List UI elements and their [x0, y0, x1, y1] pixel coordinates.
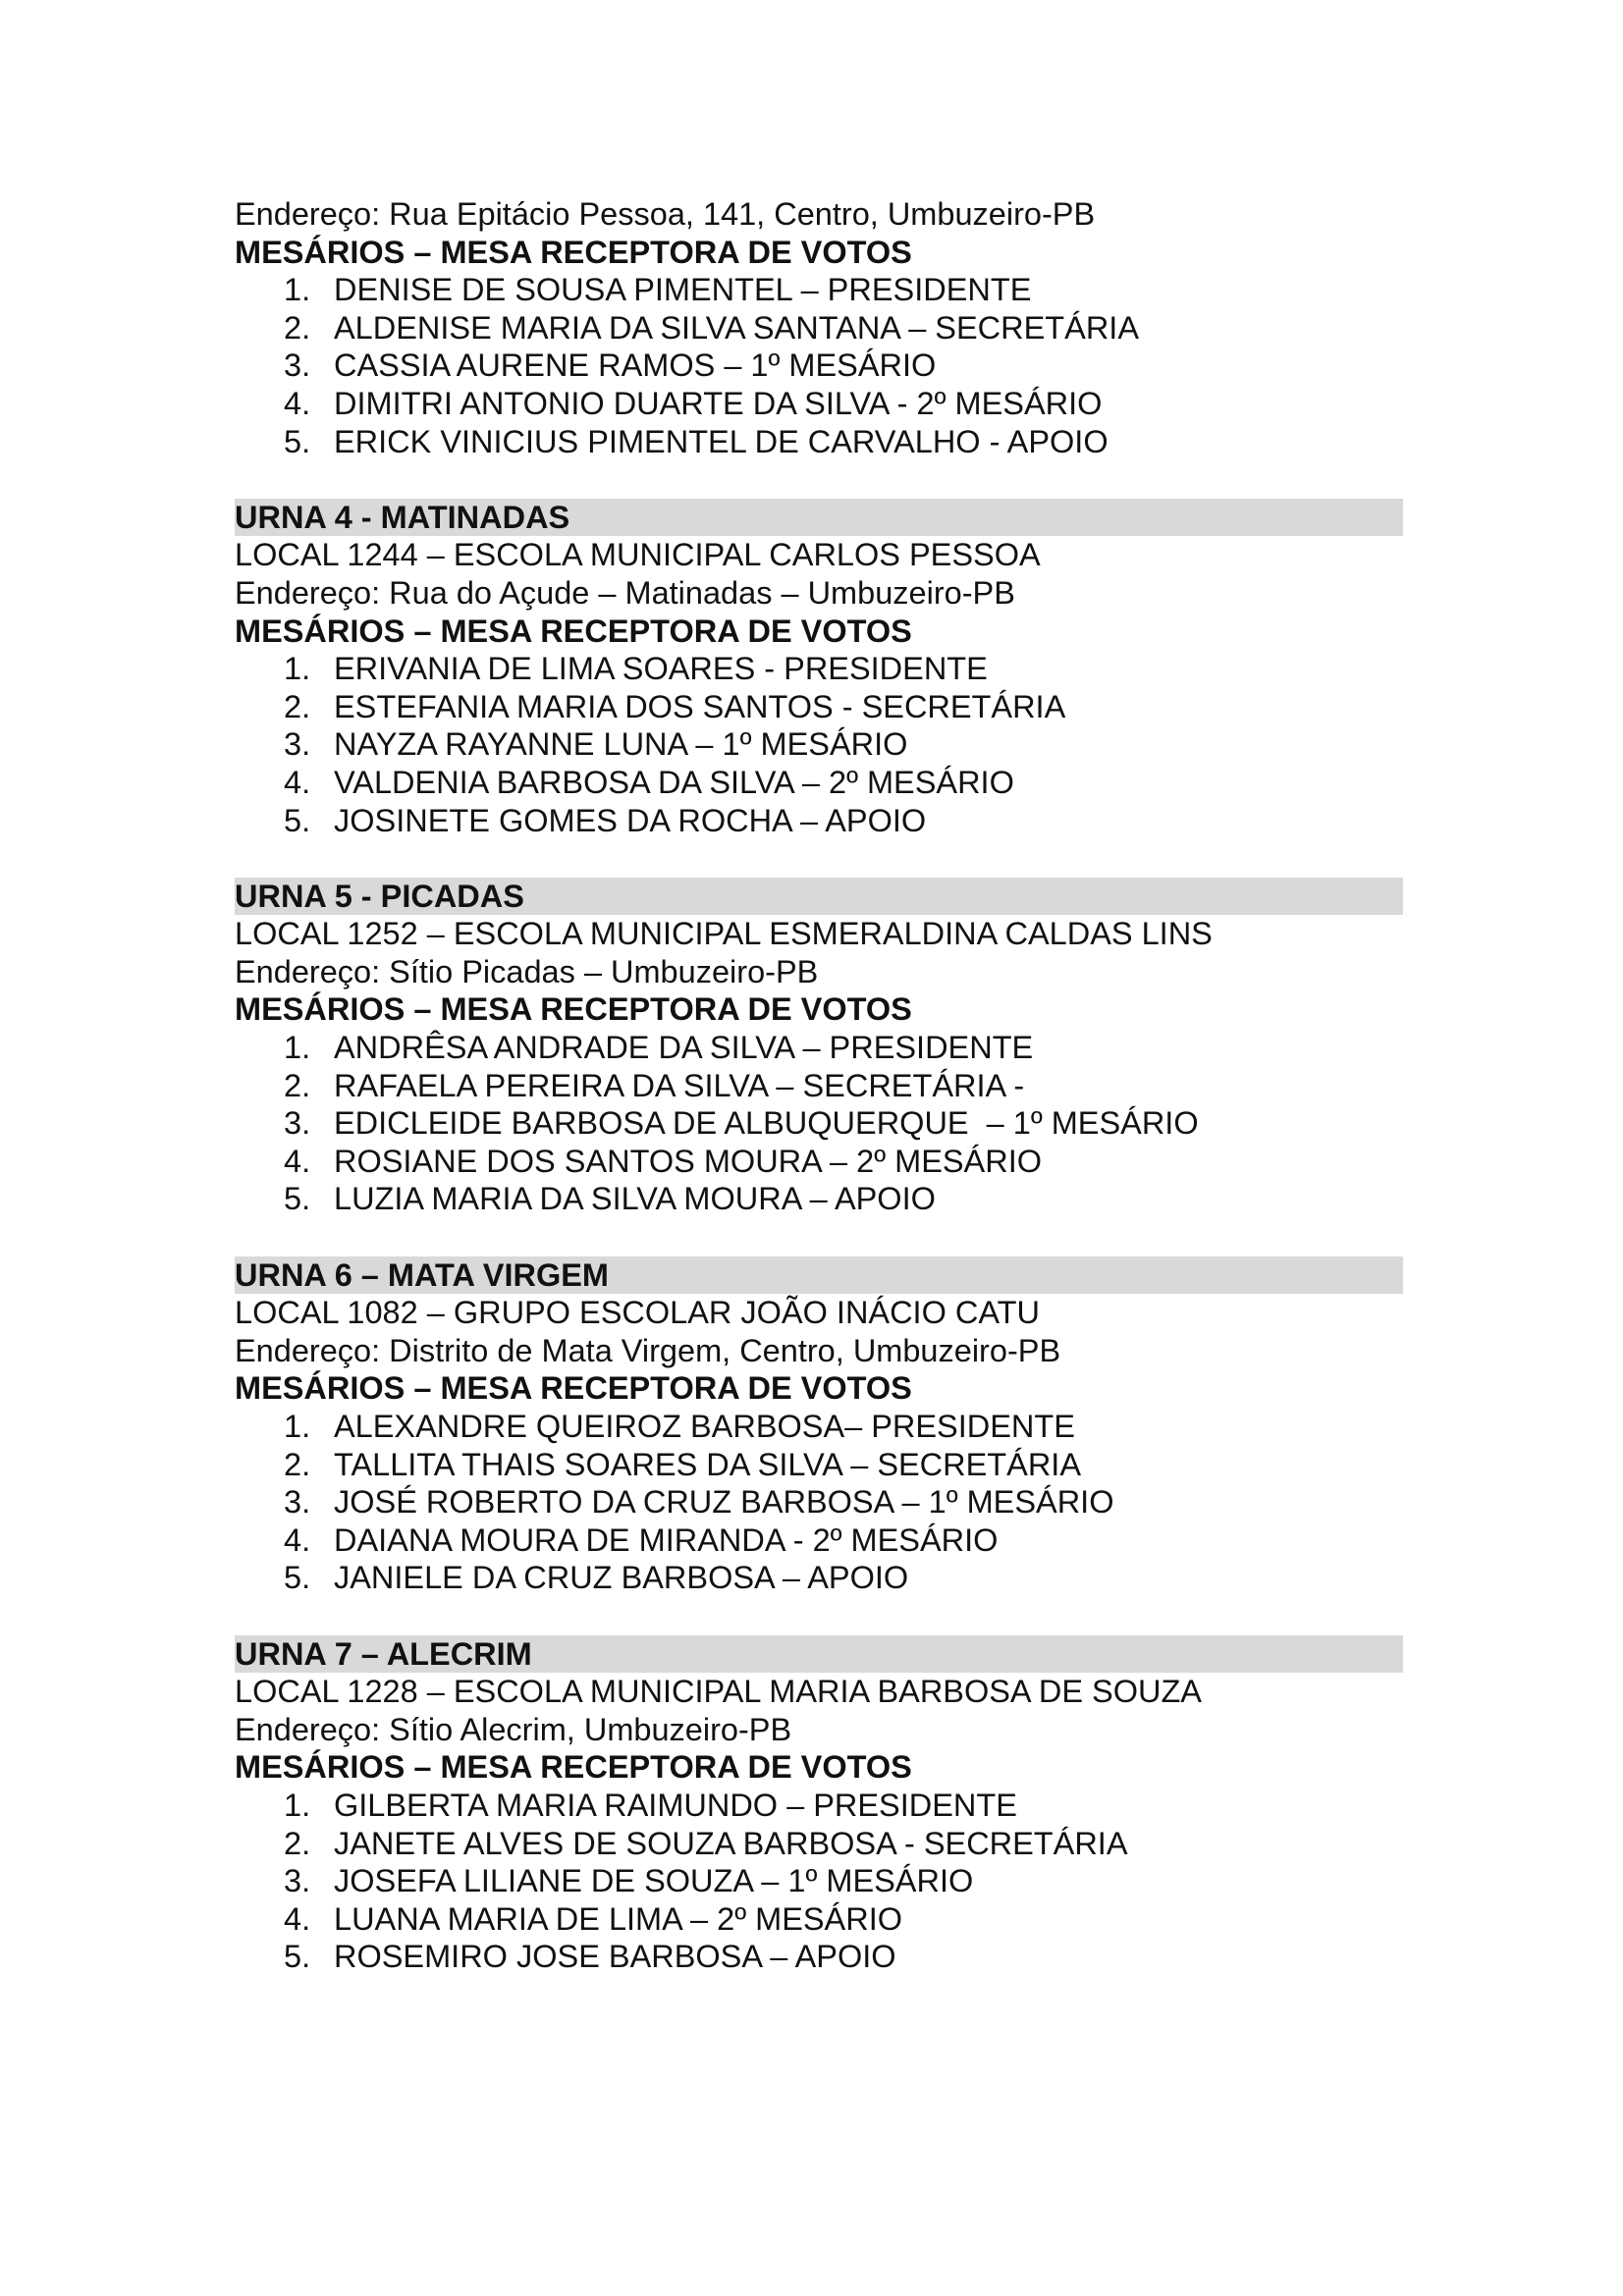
- list-item: 3. EDICLEIDE BARBOSA DE ALBUQUERQUE – 1º MESÁRIO: [284, 1105, 1199, 1142]
- address-line: Endereço: Rua do Açude – Matinadas – Umbuzeiro-PB: [235, 574, 1015, 611]
- address-line: Endereço: Rua Epitácio Pessoa, 141, Centro, Umbuzeiro-PB: [235, 196, 1096, 232]
- urna-header: URNA 7 – ALECRIM: [235, 1635, 1403, 1674]
- list-item: 4. VALDENIA BARBOSA DA SILVA – 2º MESÁRIO: [284, 764, 1014, 800]
- list-item: 2. RAFAELA PEREIRA DA SILVA – SECRETÁRIA -: [284, 1067, 1025, 1103]
- urna-header: URNA 4 - MATINADAS: [235, 499, 1403, 537]
- list-item: 3. JOSEFA LILIANE DE SOUZA – 1º MESÁRIO: [284, 1863, 974, 1899]
- address-line: Endereço: Sítio Picadas – Umbuzeiro-PB: [235, 953, 819, 989]
- local-line: LOCAL 1244 – ESCOLA MUNICIPAL CARLOS PESSOA: [235, 537, 1041, 573]
- urna-header: URNA 6 – MATA VIRGEM: [235, 1256, 1403, 1295]
- list-item: 2. ESTEFANIA MARIA DOS SANTOS - SECRETÁRIA: [284, 688, 1066, 724]
- list-item: 4. ROSIANE DOS SANTOS MOURA – 2º MESÁRIO: [284, 1143, 1043, 1179]
- list-item: 4. DIMITRI ANTONIO DUARTE DA SILVA - 2º MESÁRIO: [284, 385, 1103, 421]
- mesarios-title: MESÁRIOS – MESA RECEPTORA DE VOTOS: [235, 991, 912, 1028]
- list-item: 2. JANETE ALVES DE SOUZA BARBOSA - SECRETÁRIA: [284, 1825, 1128, 1861]
- mesarios-title: MESÁRIOS – MESA RECEPTORA DE VOTOS: [235, 1370, 912, 1407]
- list-item: 5. JOSINETE GOMES DA ROCHA – APOIO: [284, 802, 927, 838]
- list-item: 2. ALDENISE MARIA DA SILVA SANTANA – SECRETÁRIA: [284, 309, 1139, 346]
- mesarios-list: [235, 1408, 1403, 1597]
- mesarios-list: [235, 1029, 1403, 1218]
- urna-section: [235, 1256, 1403, 1597]
- mesarios-title: MESÁRIOS – MESA RECEPTORA DE VOTOS: [235, 1749, 912, 1786]
- list-item: 1. ANDRÊSA ANDRADE DA SILVA – PRESIDENTE: [284, 1030, 1034, 1066]
- local-line: LOCAL 1252 – ESCOLA MUNICIPAL ESMERALDINA CALDAS LINS: [235, 916, 1213, 952]
- mesarios-list: [235, 1787, 1403, 1976]
- document-page: [235, 195, 1403, 1976]
- list-item: 4. LUANA MARIA DE LIMA – 2º MESÁRIO: [284, 1900, 903, 1937]
- list-item: 1. ALEXANDRE QUEIROZ BARBOSA– PRESIDENTE: [284, 1409, 1075, 1444]
- intro-section: [235, 195, 1403, 460]
- address-line: Endereço: Distrito de Mata Virgem, Centro, Umbuzeiro-PB: [235, 1332, 1061, 1368]
- mesarios-title: MESÁRIOS – MESA RECEPTORA DE VOTOS: [235, 234, 912, 270]
- list-item: 1. GILBERTA MARIA RAIMUNDO – PRESIDENTE: [284, 1787, 1017, 1823]
- urna-section: [235, 499, 1403, 839]
- mesarios-list: [235, 271, 1403, 460]
- mesarios-list: [235, 650, 1403, 839]
- list-item: 3. NAYZA RAYANNE LUNA – 1º MESÁRIO: [284, 726, 908, 763]
- mesarios-title: MESÁRIOS – MESA RECEPTORA DE VOTOS: [235, 613, 912, 649]
- local-line: LOCAL 1228 – ESCOLA MUNICIPAL MARIA BARBOSA DE SOUZA: [235, 1674, 1202, 1710]
- list-item: 5. LUZIA MARIA DA SILVA MOURA – APOIO: [284, 1181, 936, 1217]
- list-item: 5. ROSEMIRO JOSE BARBOSA – APOIO: [284, 1939, 896, 1975]
- list-item: 1. DENISE DE SOUSA PIMENTEL – PRESIDENTE: [284, 272, 1032, 308]
- list-item: 3. JOSÉ ROBERTO DA CRUZ BARBOSA – 1º MESÁRIO: [284, 1484, 1114, 1521]
- urna-section: [235, 878, 1403, 1218]
- local-line: LOCAL 1082 – GRUPO ESCOLAR JOÃO INÁCIO CATU: [235, 1295, 1040, 1331]
- list-item: 1. ERIVANIA DE LIMA SOARES - PRESIDENTE: [284, 651, 988, 687]
- list-item: 2. TALLITA THAIS SOARES DA SILVA – SECRETÁRIA: [284, 1446, 1082, 1482]
- list-item: 4. DAIANA MOURA DE MIRANDA - 2º MESÁRIO: [284, 1522, 999, 1558]
- list-item: 5. ERICK VINICIUS PIMENTEL DE CARVALHO - APOIO: [284, 423, 1109, 459]
- list-item: 5. JANIELE DA CRUZ BARBOSA – APOIO: [284, 1560, 909, 1596]
- address-line: Endereço: Sítio Alecrim, Umbuzeiro-PB: [235, 1711, 792, 1747]
- list-item: 3. CASSIA AURENE RAMOS – 1º MESÁRIO: [284, 347, 937, 384]
- urna-header: URNA 5 - PICADAS: [235, 878, 1403, 916]
- urna-section: [235, 1635, 1403, 1976]
